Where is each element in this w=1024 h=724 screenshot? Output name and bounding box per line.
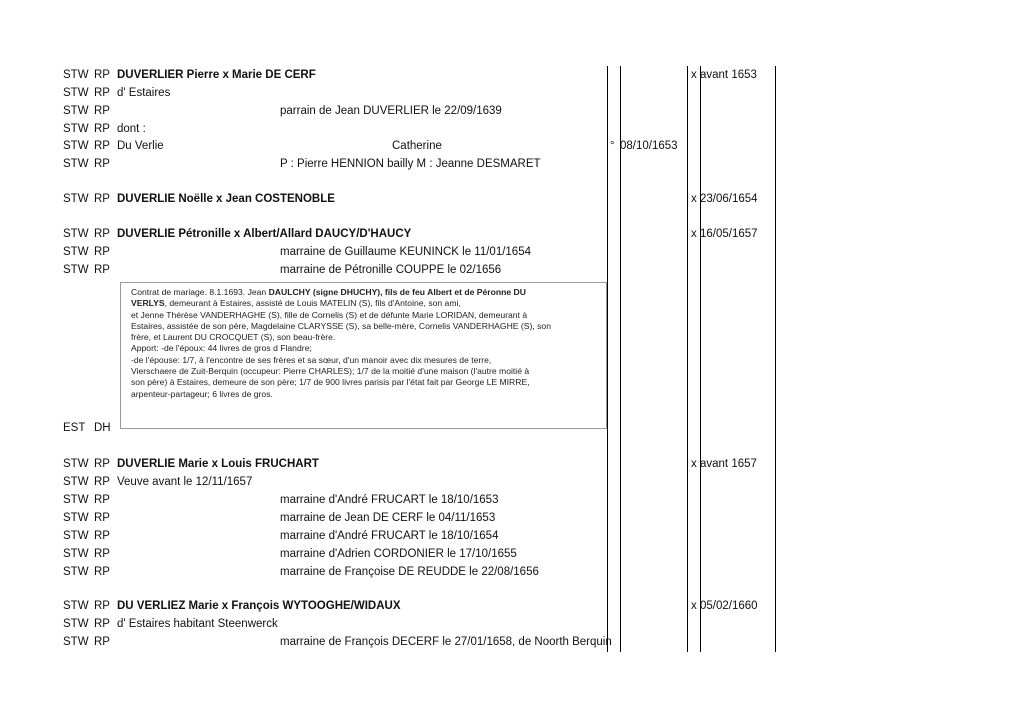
register-code: RP: [94, 636, 110, 648]
note-line: [131, 298, 600, 309]
register-code: RP: [94, 228, 110, 240]
role-text: parrain de Jean DUVERLIER le 22/09/1639: [280, 105, 502, 117]
table-row: [0, 509, 1024, 527]
source-code: STW: [63, 228, 89, 240]
entry-text: dont :: [117, 123, 146, 135]
marriage-date: 16/05/1657: [700, 228, 758, 240]
note-bold-text: VERLYS: [131, 298, 165, 309]
table-row: [0, 102, 1024, 120]
source-code: STW: [63, 494, 89, 506]
register-code: RP: [94, 69, 110, 81]
source-code: STW: [63, 530, 89, 542]
source-code: EST: [63, 422, 86, 434]
register-code: RP: [94, 140, 110, 152]
table-row: [0, 137, 1024, 155]
register-code: RP: [94, 458, 110, 470]
register-code: RP: [94, 494, 110, 506]
register-code: RP: [94, 193, 110, 205]
role-text: marraine de Jean DE CERF le 04/11/1653: [280, 512, 496, 524]
register-code: RP: [94, 600, 110, 612]
note-line: arpenteur-partageur; 6 livres de gros.: [131, 388, 273, 399]
entry-text: Du Verlie: [117, 140, 164, 152]
note-line: Apport: -de l'époux: 44 livres de gros d Flandre;: [131, 343, 312, 354]
table-row: [0, 66, 1024, 84]
marriage-mark: x: [691, 458, 697, 470]
register-code: RP: [94, 158, 110, 170]
table-row: [0, 243, 1024, 261]
birth-mark: °: [610, 140, 615, 152]
register-code: RP: [94, 123, 110, 135]
source-code: STW: [63, 123, 89, 135]
marriage-date: avant 1657: [700, 458, 757, 470]
source-code: STW: [63, 458, 89, 470]
entry-text: DUVERLIER Pierre x Marie DE CERF: [117, 69, 316, 81]
entry-text: d' Estaires habitant Steenwerck: [117, 618, 278, 630]
table-row: [0, 190, 1024, 208]
birth-date: 08/10/1653: [620, 140, 678, 152]
role-text: marraine d'André FRUCART le 18/10/1653: [280, 494, 499, 506]
note-line: son père) à Estaires, demeure de son père; 1/7 de 900 livres parisis par l'état fait par George LE MIRRE,: [131, 377, 530, 388]
table-row: [0, 155, 1024, 173]
table-row: [0, 455, 1024, 473]
marriage-date: avant 1653: [700, 69, 757, 81]
role-text: marraine de François DECERF le 27/01/1658, de Noorth Berquin: [280, 636, 612, 648]
role-text: marraine de Guillaume KEUNINCK le 11/01/1654: [280, 246, 531, 258]
marriage-mark: x: [691, 69, 697, 81]
register-code: DH: [94, 422, 111, 434]
source-code: STW: [63, 264, 89, 276]
note-text: , demeurant à Estaires, assisté de Louis MATELIN (S), fils d'Antoine, son ami,: [164, 298, 461, 309]
table-row: [0, 225, 1024, 243]
role-text: marraine d'Adrien CORDONIER le 17/10/1655: [280, 548, 517, 560]
register-code: RP: [94, 618, 110, 630]
role-text: marraine d'André FRUCART le 18/10/1654: [280, 530, 499, 542]
entry-text: DUVERLIE Pétronille x Albert/Allard DAUCY/D'HAUCY: [117, 228, 412, 240]
source-code: STW: [63, 548, 89, 560]
source-code: STW: [63, 566, 89, 578]
marriage-date: 05/02/1660: [700, 600, 758, 612]
table-row: [0, 120, 1024, 138]
entry-text: DUVERLIE Marie x Louis FRUCHART: [117, 458, 319, 470]
source-code: STW: [63, 600, 89, 612]
source-code: STW: [63, 69, 89, 81]
role-text: marraine de Françoise DE REUDDE le 22/08/1656: [280, 566, 539, 578]
register-code: RP: [94, 512, 110, 524]
register-code: RP: [94, 548, 110, 560]
source-code: STW: [63, 246, 89, 258]
source-code: STW: [63, 140, 89, 152]
source-code: STW: [63, 158, 89, 170]
source-code: STW: [63, 476, 89, 488]
table-row: [0, 597, 1024, 615]
note-line: et Jenne Thérèse VANDERHAGHE (S), fille de Cornelis (S) et de défunte Marie LORIDAN, demeurant à: [131, 309, 528, 320]
entry-text: d' Estaires: [117, 87, 171, 99]
note-line: [131, 287, 600, 298]
table-row: [0, 563, 1024, 581]
table-row: [0, 545, 1024, 563]
table-row: [0, 491, 1024, 509]
note-line: -de l'épouse: 1/7, à l'encontre de ses frères et sa sœur, d'un manoir avec dix mesures de terre,: [131, 354, 492, 365]
register-code: RP: [94, 264, 110, 276]
marriage-date: 23/06/1654: [700, 193, 758, 205]
source-code: STW: [63, 636, 89, 648]
source-code: STW: [63, 618, 89, 630]
entry-text: DU VERLIEZ Marie x François WYTOOGHE/WIDAUX: [117, 600, 401, 612]
note-bold-text: DAULCHY (signe DHUCHY), fils de feu Albert et de Péronne DU: [268, 287, 526, 297]
note-line: Estaires, assistée de son père, Magdelaine CLARYSSE (S), sa belle-mère, Cornelis VANDERHAGHE (S), son: [131, 320, 551, 331]
first-name: Catherine: [392, 140, 442, 152]
table-row: [0, 633, 1024, 651]
note-line: Vierschaere de Zuit-Berquin (occupeur: Pierre CHARLES); 1/7 de la moitié d'une maison (l'autre moitié à: [131, 366, 530, 377]
note-line: frère, et Laurent DU CROCQUET (S), son beau-frère.: [131, 332, 336, 343]
role-text: P : Pierre HENNION bailly M : Jeanne DESMARET: [280, 158, 541, 170]
marriage-mark: x: [691, 193, 697, 205]
source-code: STW: [63, 105, 89, 117]
source-code: STW: [63, 512, 89, 524]
marriage-contract-note: [120, 282, 607, 429]
marriage-mark: x: [691, 228, 697, 240]
table-row: [0, 84, 1024, 102]
table-row: [0, 615, 1024, 633]
role-text: marraine de Pétronille COUPPE le 02/1656: [280, 264, 502, 276]
marriage-mark: x: [691, 600, 697, 612]
source-code: STW: [63, 193, 89, 205]
table-row: [0, 261, 1024, 279]
note-text: Contrat de mariage. 8.1.1693. Jean: [131, 287, 269, 297]
table-row: [0, 473, 1024, 491]
source-code: STW: [63, 87, 89, 99]
register-code: RP: [94, 476, 110, 488]
register-code: RP: [94, 530, 110, 542]
register-code: RP: [94, 246, 110, 258]
register-code: RP: [94, 87, 110, 99]
register-code: RP: [94, 105, 110, 117]
table-row: [0, 527, 1024, 545]
entry-text: Veuve avant le 12/11/1657: [117, 476, 253, 488]
entry-text: DUVERLIE Noëlle x Jean COSTENOBLE: [117, 193, 335, 205]
register-code: RP: [94, 566, 110, 578]
